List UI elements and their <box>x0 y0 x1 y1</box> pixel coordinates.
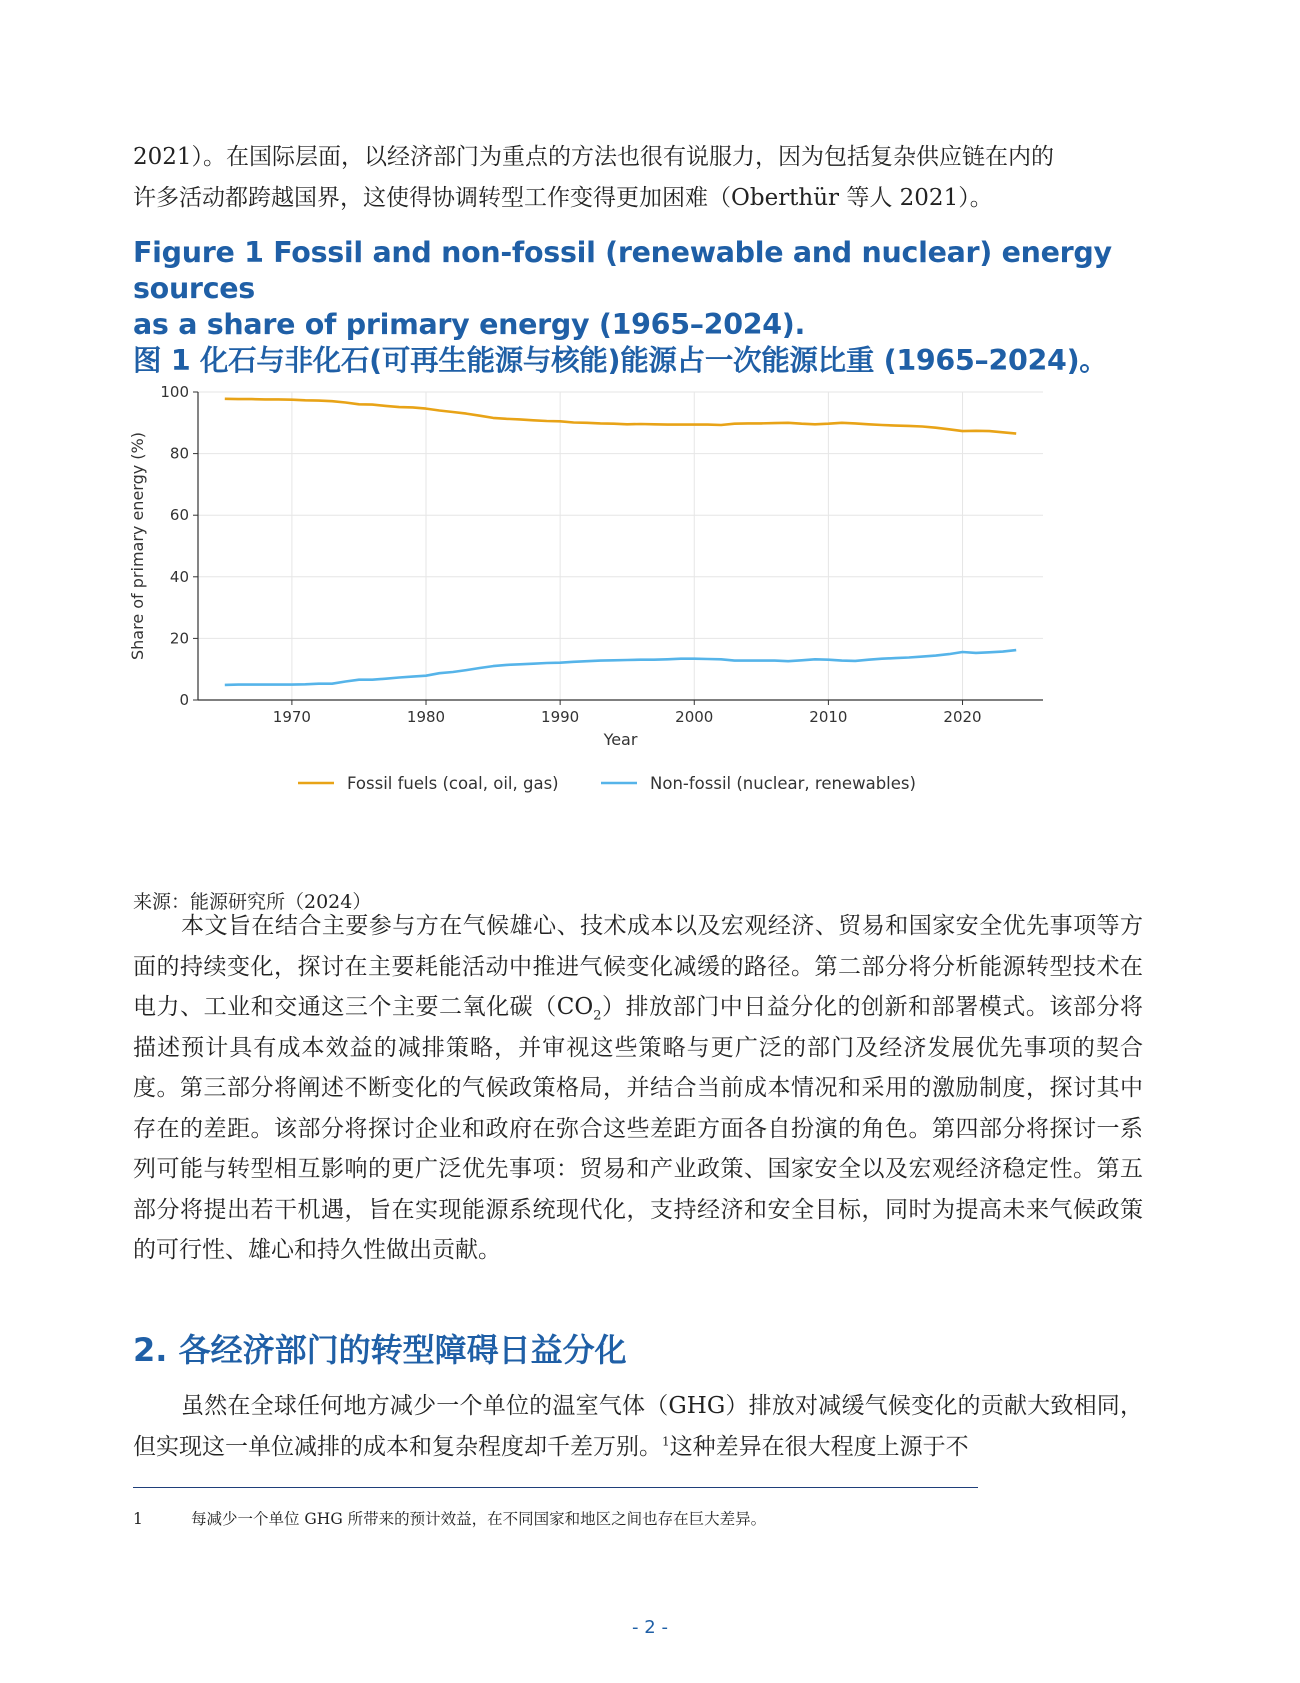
x-tick-label: 2020 <box>943 708 982 726</box>
section-heading: 2. 各经济部门的转型障碍日益分化 <box>133 1331 627 1369</box>
text-line: 虽然在全球任何地方减少一个单位的温室气体（GHG）排放对减缓气候变化的贡献大致 <box>181 1393 1074 1419</box>
chart-gridlines <box>198 392 1043 700</box>
non-fossil-line <box>225 650 1016 685</box>
x-tick-label: 1980 <box>406 708 446 726</box>
footnote-text: 每减少一个单位 GHG 所带来的预计效益，在不同国家和地区之间也存在巨大差异。 <box>191 1510 767 1528</box>
y-tick-label: 20 <box>169 629 189 648</box>
figure-source: 来源：能源研究所（2024） <box>133 891 372 913</box>
line-chart <box>128 375 1093 840</box>
body-paragraph-1 <box>133 906 1143 1271</box>
footnote-divider <box>133 1487 978 1488</box>
figure-title-zh: 图 1 化石与非化石(可再生能源与核能)能源占一次能源比重 (1965–2024)。 <box>133 344 1108 377</box>
text-line: 本文旨在结合主要参与方在气候雄心、技术成本以及宏观经济、贸易和国家安全优先事 <box>181 913 1074 939</box>
y-tick-label: 100 <box>160 383 189 401</box>
chart-axes <box>198 392 1043 700</box>
y-tick-label: 60 <box>169 506 189 525</box>
text-line: 源转型技术在电力、工业和交通这三个主要二氧化碳（CO <box>133 953 1143 1020</box>
text-line: ）排放部门中日益分化的创新和 <box>601 994 932 1020</box>
text-line: 部署模式。该部分将描述预计具有成本效益的减排策略，并审视这些策略与更广泛的部门及 <box>133 994 1143 1061</box>
footnote-ref[interactable]: 1 <box>662 1433 670 1448</box>
intro-paragraph <box>133 137 1143 218</box>
x-tick-label: 1990 <box>541 708 580 726</box>
legend-label: Fossil fuels (coal, oil, gas) <box>347 774 559 793</box>
legend-label: Non-fossil (nuclear, renewables) <box>650 774 916 793</box>
text-line: 许多活动都跨越国界，这使得协调转型工作变得更加困难（Oberthür 等人 2021）。 <box>133 184 993 211</box>
body-paragraph-2 <box>133 1386 1143 1467</box>
figure-title <box>133 235 1173 379</box>
figure-title-en-line1: Figure 1 Fossil and non-fossil (renewable and nuclear) energy sources <box>133 236 1112 305</box>
page-number: - 2 - <box>632 1617 668 1638</box>
text-line: 经济发展优先事项的契合度。第三部分将阐述不断变化的气候政策格局，并结合当前成本情 <box>133 1034 1144 1101</box>
text-line: 况和采用的激励制度，探讨其中存在的差距。该部分将探讨企业和政府在弥合这些差距方面 <box>133 1075 1143 1142</box>
x-tick-label: 2010 <box>809 708 848 726</box>
chart-series <box>225 399 1016 685</box>
fossil-fuels-line <box>225 399 1016 434</box>
subscript: 2 <box>593 1008 602 1024</box>
chart-legend <box>298 774 916 793</box>
text-line: 2021）。在国际层面，以经济部门为重点的方法也很有说服力，因为包括复杂供应链在内的 <box>133 144 1055 170</box>
text-line: 这种差异在很大程度上源于不 <box>669 1433 969 1460</box>
text-line: 化，支持经济和安全目标，同时为提高未来气候政策的可行性、雄心和持久性做出贡献。 <box>133 1196 1143 1263</box>
text-line: 业政策、国家安全以及宏观经济稳定性。第五部分将提出若干机遇，旨在实现能源系统现代 <box>133 1156 1143 1223</box>
x-tick-label: 1970 <box>272 708 311 726</box>
y-tick-label: 0 <box>179 691 189 709</box>
footnote <box>133 1507 766 1529</box>
text-line: 项等方面的持续变化，探讨在主要耗能活动中推进气候变化减缓的路径。第二部分将分析能 <box>133 913 1144 980</box>
x-axis-label: Year <box>603 730 638 749</box>
text-line: 相同，但实现这一单位减排的成本和复杂程度却千差万别。 <box>133 1393 1143 1460</box>
text-line: 各自扮演的角色。第四部分将探讨一系列可能与转型相互影响的更广泛优先事项：贸易和产 <box>133 1115 1143 1182</box>
y-axis-label: Share of primary energy (%) <box>128 432 147 660</box>
y-tick-label: 80 <box>169 444 189 463</box>
figure-title-en-line2: as a share of primary energy (1965–2024). <box>133 308 806 341</box>
footnote-number: 1 <box>133 1510 143 1528</box>
chart-ticks <box>160 383 981 726</box>
y-tick-label: 40 <box>169 567 189 586</box>
x-tick-label: 2000 <box>675 708 714 726</box>
